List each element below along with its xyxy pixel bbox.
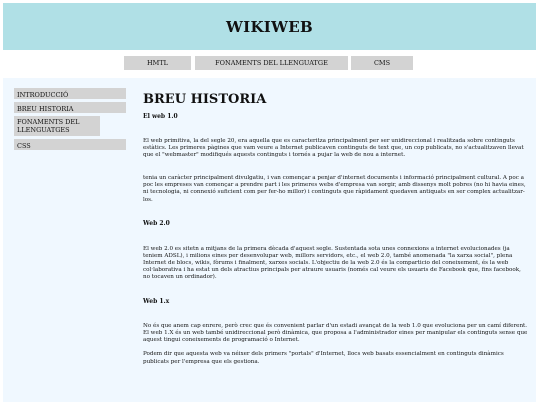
paragraph-web-1-x-portals: Podem dir que aquesta web va néixer dels primers "portals" d'Internet, llocs web basats essencialment en continguts dinàmics publicats per l'empresa que els gestiona. bbox=[143, 351, 504, 365]
section-heading-web-2-0: Web 2.0 bbox=[143, 219, 170, 227]
sidebar-item-breu-historia[interactable]: BREU HISTORIA bbox=[14, 102, 126, 113]
section-heading-web-1-x: Web 1.x bbox=[143, 298, 170, 306]
tab-fonaments-del-llenguatge[interactable]: FONAMENTS DEL LLENGUATGE bbox=[195, 56, 348, 70]
site-title: WIKIWEB bbox=[226, 17, 313, 36]
sidebar-item-css[interactable]: CSS bbox=[14, 139, 126, 150]
paragraph-web-1-0-intro: El web primitiva, la del segle 20, era aquella que es caracteritza principalment per ser unidireccional i realitzada sobre continguts estàtics. Les primeres pàgines que vam veure a Internet publicaven continguts de text que, un cop publicats, no s'actualitzaven llevat que el "webmaster" modifiqués aquests continguts i tornés a pujar la web de nou a internet. bbox=[143, 138, 524, 159]
main-content bbox=[143, 92, 529, 366]
tab-html[interactable]: HMTL bbox=[124, 56, 191, 70]
top-navigation bbox=[0, 56, 540, 70]
tab-cms[interactable]: CMS bbox=[351, 56, 413, 70]
site-header bbox=[3, 3, 536, 50]
paragraph-web-1-0-details: tenia un caràcter principalment divulgatiu, i van començar a penjar d'internet documents i informació principalment cultural. A poc a poc les empreses van començar a prendre part i les primeres webs d'empresa van sorgir, amb dissenys molt pobres (no hi havia eines, ni tecnologia, ni connexió suficient com per fer-ho millor) i continguts que ràpidament quedaven antiquats en ser complex actualitzar-los. bbox=[143, 175, 526, 203]
paragraph-web-2-0: El web 2.0 es sitetn a mitjans de la primera dècada d'aquest segle. Sustentada sota unes connexions a internet evolucionades (ja teniem ADSL), i milions eines per desenvolupar web, millors servidors, etc., el web 2.0, també anomenada "la xarxa social", plena Internet de blocs, wikis, fòrums i finalment, xarxes socials. L'objectiu de la web 2.0 és la comparticio del coneixement, és la web col·laborativa i ha estat un dels atractius principals per atraure usuaris (només cal veure els usuaris de Facebook que, fins facebook, no tocaven un ordinador). bbox=[143, 245, 521, 281]
content-container bbox=[3, 78, 536, 402]
section-heading-web-1-0: El web 1.0 bbox=[143, 113, 178, 120]
sidebar-item-introduccio[interactable]: INTRODUCCIÓ bbox=[14, 88, 126, 99]
sidebar bbox=[14, 88, 126, 153]
page-title: BREU HISTORIA bbox=[143, 92, 267, 107]
sidebar-item-fonaments-del-llenguatges[interactable]: FONAMENTS DEL LLENGUATGES bbox=[14, 116, 100, 136]
paragraph-web-1-x-intro: No és que anem cap enrere, però crec que és convenient parlar d'un estadi avançat de la web 1.0 que evoluciona per un camí diferent. El web 1.X és un web també unidireccional però dinàmica, que proposa a l'administrador eines per manipular els continguts sense que aquest tingui coneixements de programació o Internet. bbox=[143, 323, 528, 344]
